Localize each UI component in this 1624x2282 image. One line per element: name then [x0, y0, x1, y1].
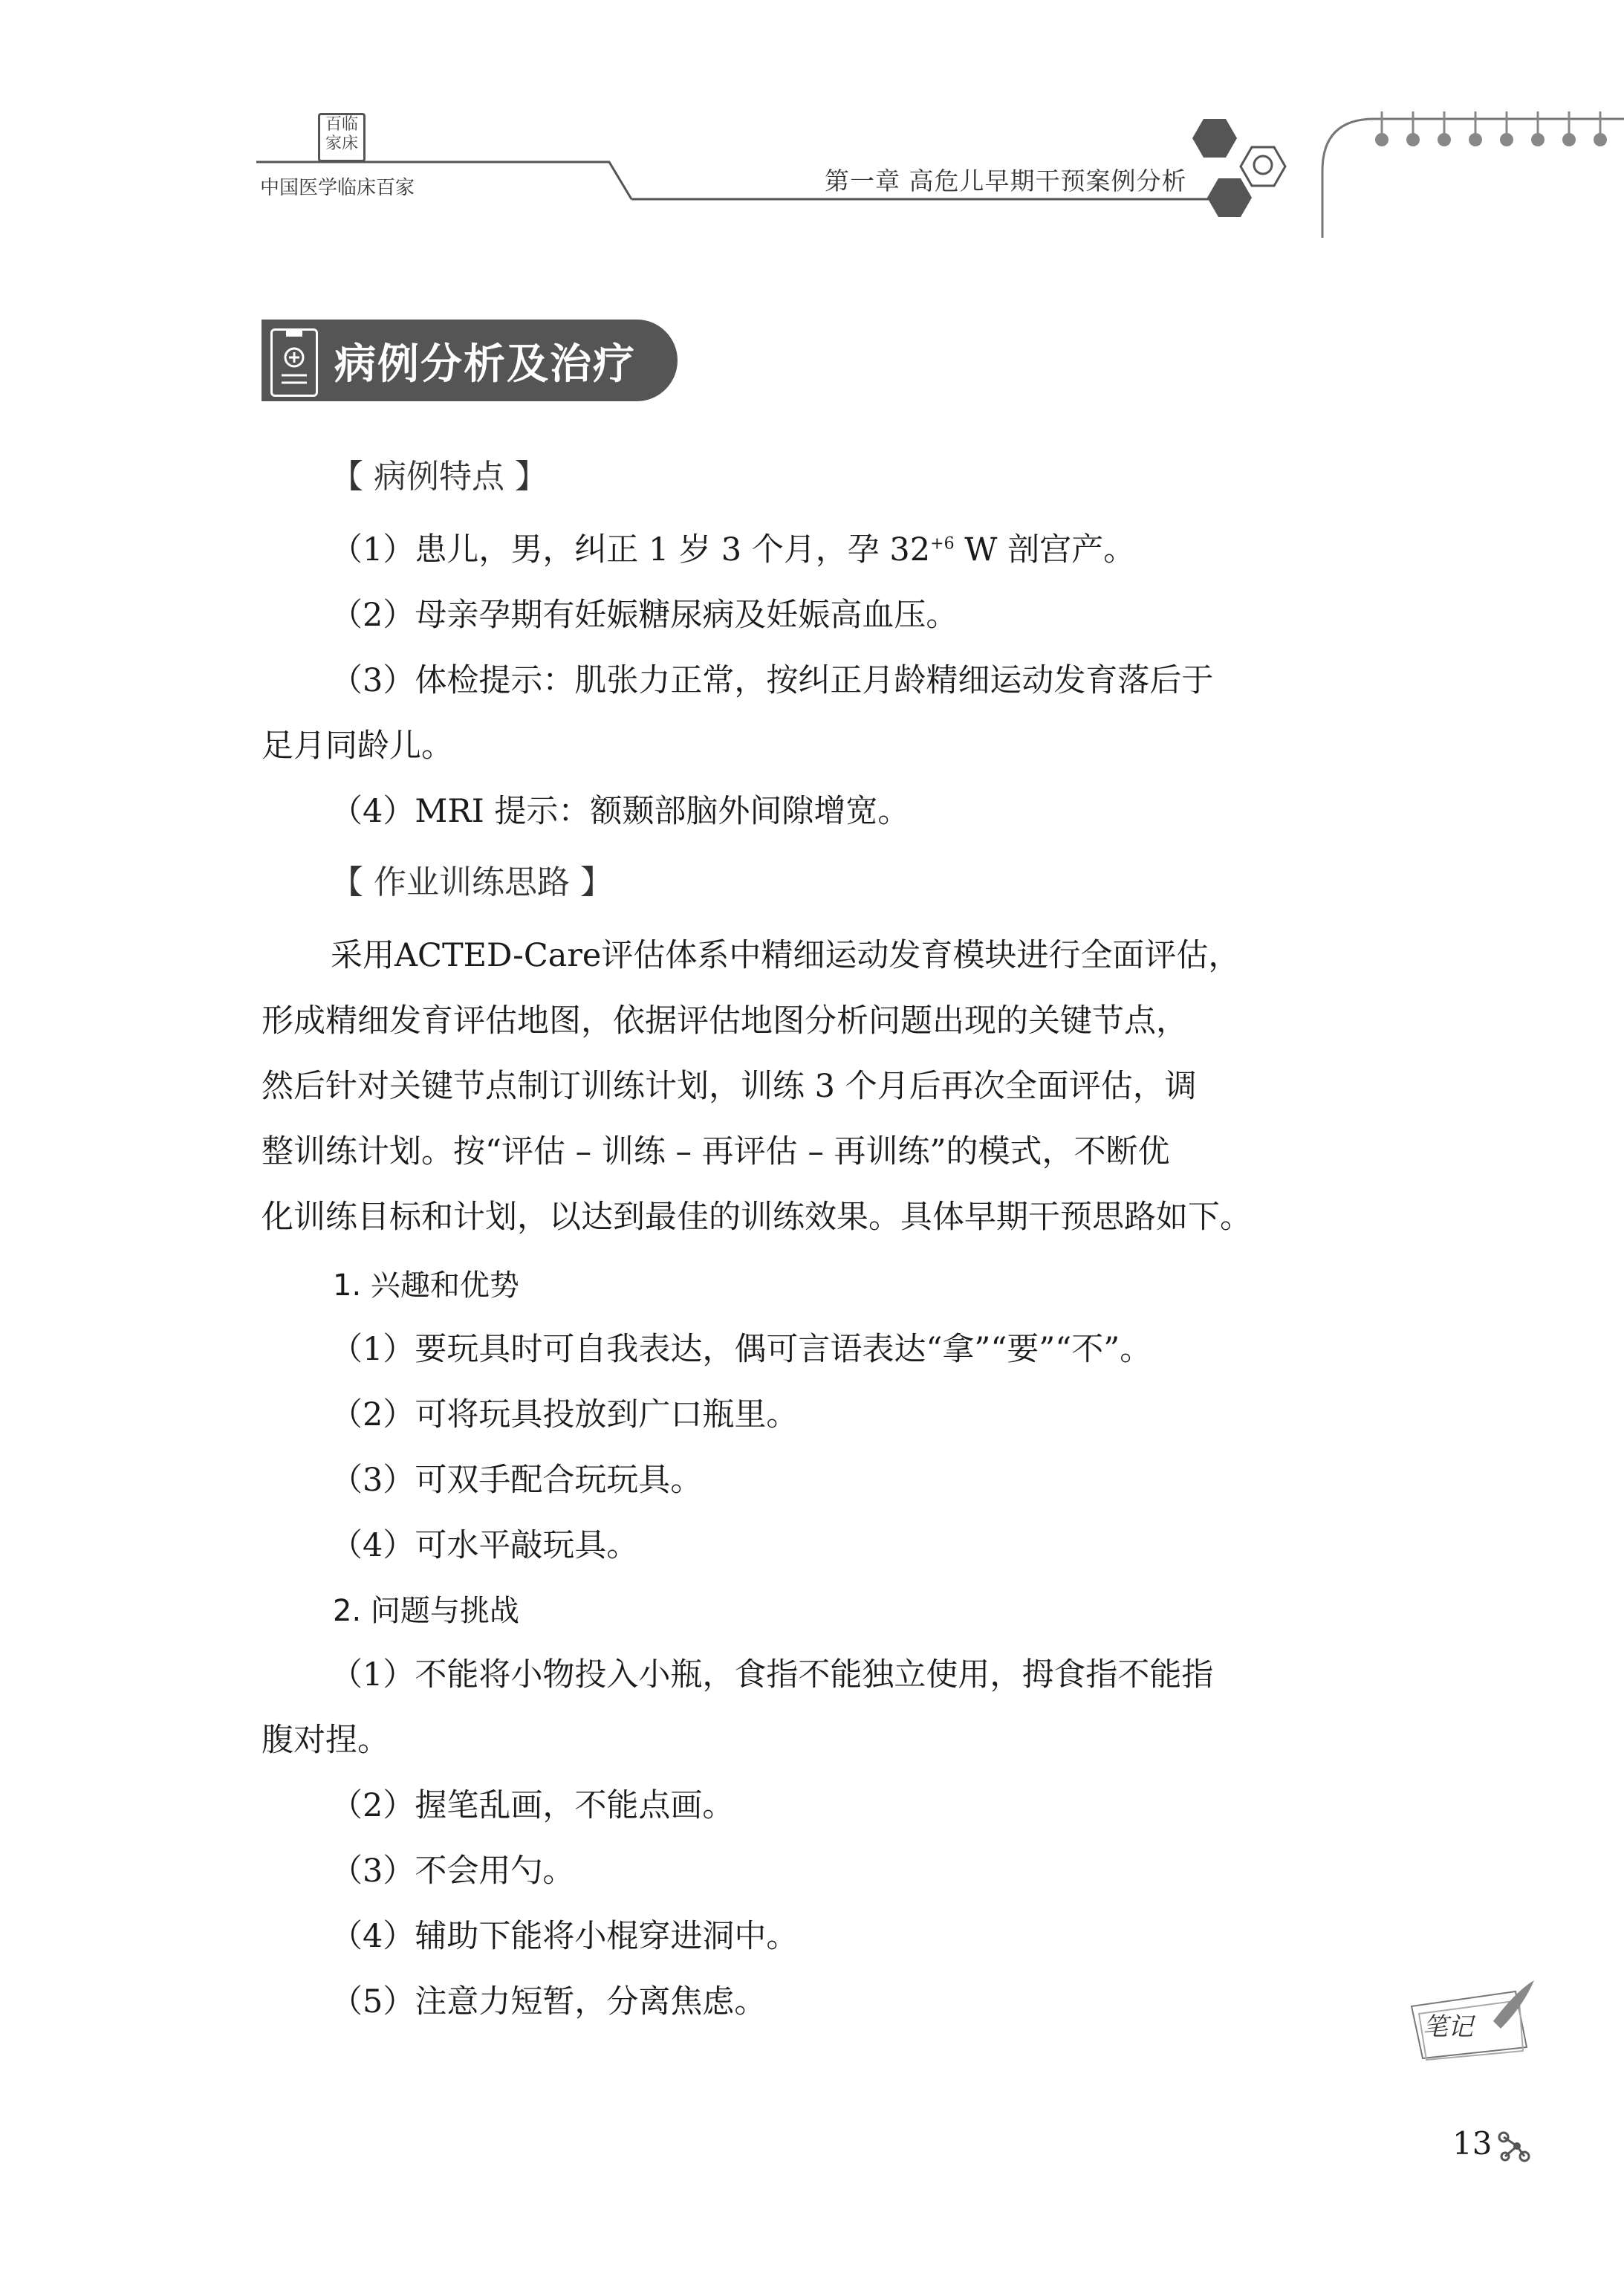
interests-heading: 1. 兴趣和优势: [333, 1268, 519, 1303]
problem-item: （3）不会用勺。: [331, 1852, 575, 1890]
problems-heading: 2. 问题与挑战: [333, 1594, 519, 1628]
notes-label: 笔记: [1423, 2012, 1473, 2042]
clipboard-icon: [270, 328, 318, 397]
training-para-line: 然后针对关键节点制订训练计划，训练 3 个月后再次全面评估，调: [262, 1068, 1197, 1105]
training-heading: 【 作业训练思路 】: [331, 863, 613, 901]
case-features-heading: 【 病例特点 】: [331, 458, 548, 496]
page-number: 13: [1452, 2125, 1493, 2162]
case-item-3-line2: 足月同龄儿。: [262, 727, 453, 765]
molecule-icon: [1495, 2127, 1532, 2164]
case-item-1: （1）患儿，男，纠正 1 岁 3 个月，孕 $32^{+6}$ W 剖宫产。: [331, 531, 1136, 568]
case-item-3-line1: （3）体检提示：肌张力正常，按纠正月龄精细运动发育落后于: [331, 662, 1214, 699]
case-item-2: （2）母亲孕期有妊娠糖尿病及妊娠高血压。: [331, 597, 958, 634]
training-para-line: 采用ACTED-Care评估体系中精细运动发育模块进行全面评估，: [331, 937, 1241, 974]
series-logo: 百临家床: [318, 113, 366, 162]
training-para-line: 化训练目标和计划，以达到最佳的训练效果。具体早期干预思路如下。: [262, 1199, 1252, 1236]
problem-item-1-line2: 腹对捏。: [262, 1722, 389, 1759]
case-item-4: （4）MRI 提示：额颞部脑外间隙增宽。: [331, 793, 910, 830]
problem-item-1-line1: （1）不能将小物投入小瓶，食指不能独立使用，拇食指不能指: [331, 1656, 1214, 1693]
notebook-rings: [1367, 111, 1624, 149]
series-name: 中国医学临床百家: [260, 177, 415, 199]
problem-item: （5）注意力短暂，分离焦虑。: [331, 1983, 767, 2020]
problem-item: （4）辅助下能将小棍穿进洞中。: [331, 1918, 799, 1955]
section-title: 病例分析及治疗: [334, 340, 636, 389]
chapter-title: 第一章 高危儿早期干预案例分析: [825, 166, 1187, 195]
interest-item: （1）要玩具时可自我表达，偶可言语表达“拿”“要”“不”。: [331, 1331, 1152, 1368]
interest-item: （3）可双手配合玩玩具。: [331, 1462, 703, 1499]
interest-item: （4）可水平敲玩具。: [331, 1527, 639, 1564]
interest-item: （2）可将玩具投放到广口瓶里。: [331, 1396, 799, 1433]
training-para-line: 整训练计划。按“评估 – 训练 – 再评估 – 再训练”的模式，不断优: [262, 1133, 1170, 1170]
problem-item: （2）握笔乱画，不能点画。: [331, 1787, 735, 1824]
training-para-line: 形成精细发育评估地图，依据评估地图分析问题出现的关键节点，: [262, 1002, 1188, 1040]
